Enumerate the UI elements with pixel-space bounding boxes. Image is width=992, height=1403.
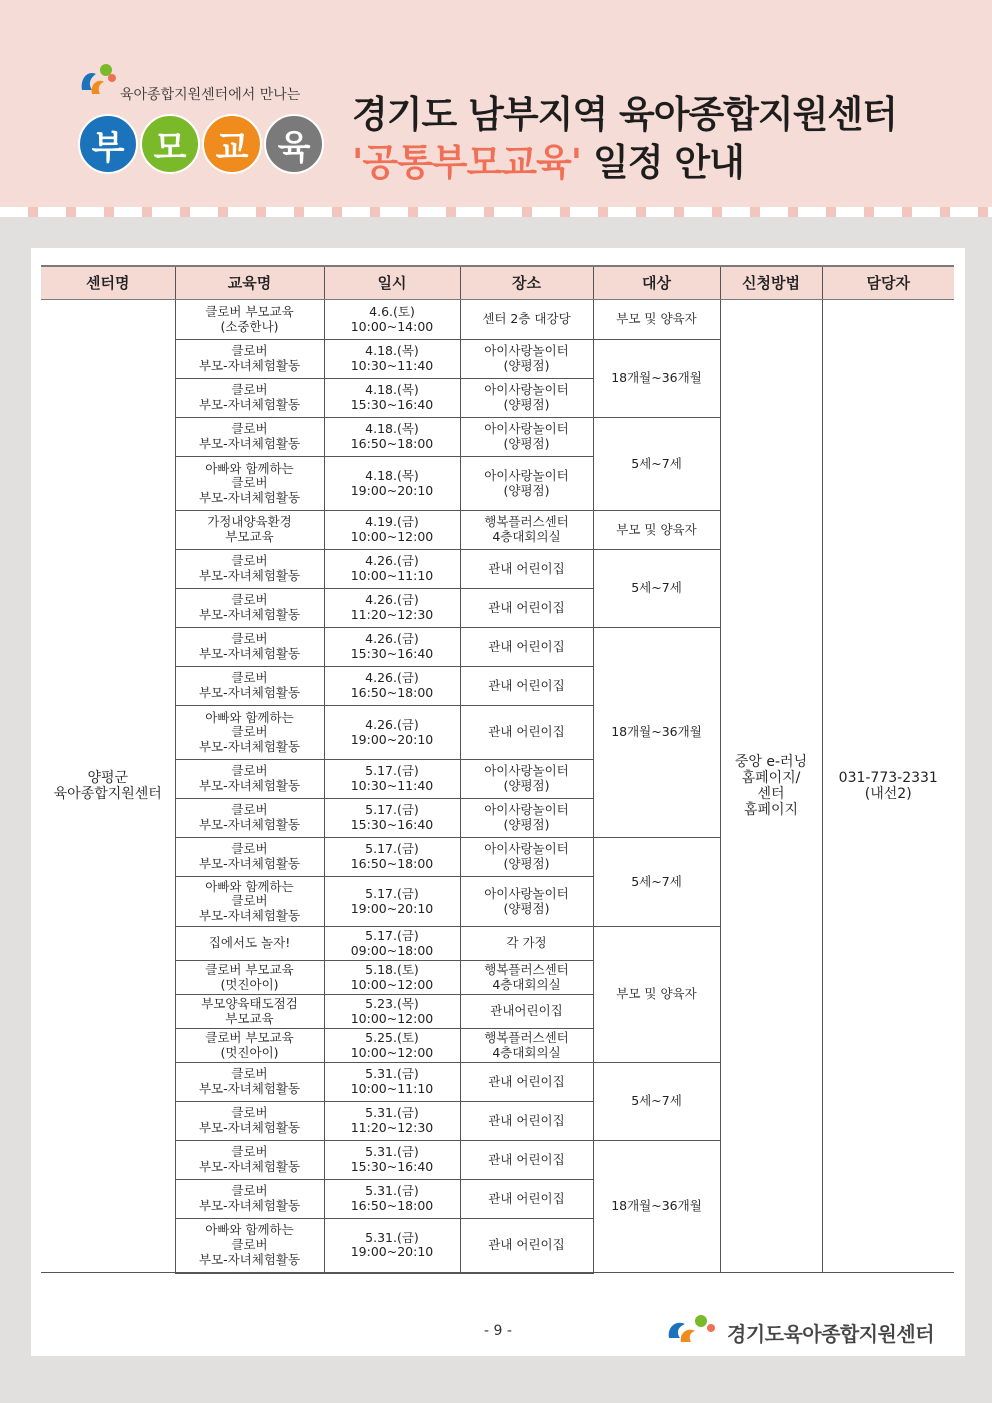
program-logo [78,58,338,188]
cell-line: 관내 어린이집 [488,724,565,740]
cell-line: 부모-자녀체험활동 [198,489,301,505]
cell-line: 5.25.(토) [365,1029,419,1045]
program-cell [175,961,324,995]
cell-line: 부모-자녀체험활동 [198,907,301,923]
cell-line: 부모교육 [225,1010,274,1026]
tagline: 육아종합지원센터에서 만나는 [120,87,301,103]
target-cell: 부모 및 양육자 [593,511,720,550]
org-logo-icon [665,1312,721,1346]
cell-line: 부모-자녀체험활동 [198,1159,301,1174]
col-header-contact: 담당자 [822,266,954,300]
page-subtitle [352,132,744,186]
datetime-cell [324,379,460,418]
cell-line: 센터 [757,786,785,802]
cell-line: 5.31.(금) [365,1183,419,1199]
cell-line: 클로버 부모교육 [205,961,294,977]
cell-line: 10:30~11:40 [350,358,434,373]
program-cell [175,799,324,838]
cell-line: 클로버 [231,592,268,608]
place-cell [460,877,593,927]
cell-line: 4.26.(금) [365,631,419,647]
cell-line: 5.31.(금) [365,1066,419,1082]
cell-line: 클로버 부모교육 [205,303,294,319]
program-cell [175,1180,324,1219]
place-cell [460,589,593,628]
program-cell [175,1141,324,1180]
cell-line: 10:00~14:00 [350,318,434,334]
col-header-datetime: 일시 [324,266,460,300]
col-header-center: 센터명 [41,266,175,300]
cell-line: 부모-자녀체험활동 [198,817,301,832]
header-banner [0,0,992,212]
cell-line: 4.18.(목) [365,382,419,398]
cell-line: 관내 어린이집 [488,560,565,576]
cell-line: 관내 어린이집 [488,638,565,654]
cell-line: 4.26.(금) [365,592,419,608]
datetime-cell [324,511,460,550]
cell-line: 4층대회의실 [492,1044,561,1060]
cell-line: 아빠와 함께하는 [205,878,294,894]
cell-line: 부모-자녀체험활동 [198,685,301,700]
cell-line: 10:00~12:00 [350,529,434,544]
cell-line: 19:00~20:10 [350,1244,434,1260]
col-header-target: 대상 [593,266,720,300]
cell-line: 10:00~12:00 [350,1044,434,1060]
cell-line: 아빠와 함께하는 [205,1222,294,1238]
program-cell [175,1063,324,1102]
place-cell [460,961,593,995]
cell-line: 관내 어린이집 [488,1236,565,1252]
cell-line: 부모-자녀체험활동 [198,607,301,622]
cell-line: 클로버 [231,421,268,437]
cell-line: 15:30~16:40 [350,817,434,832]
place-cell [460,379,593,418]
datetime-cell [324,340,460,379]
target-cell: 18개월~36개월 [593,628,720,838]
program-cell [175,379,324,418]
cell-line: (소중한나) [220,318,279,334]
cell-line: 16:50~18:00 [350,685,434,700]
header-divider [0,207,992,217]
cell-line: 클로버 [231,724,268,740]
cell-line: 부모-자녀체험활동 [198,397,301,412]
place-cell [460,340,593,379]
col-header-place: 장소 [460,266,593,300]
cell-line: 아이사랑놀이터 [484,763,569,779]
cell-line: 19:00~20:10 [350,482,434,498]
program-cell [175,1219,324,1273]
cell-line: 5.17.(금) [365,802,419,818]
cell-line: 아빠와 함께하는 [205,709,294,725]
program-cell [175,927,324,961]
place-cell [460,1180,593,1219]
cell-line: 관내 어린이집 [488,677,565,693]
page-title: 경기도 남부지역 육아종합지원센터 [352,93,897,136]
datetime-cell [324,995,460,1029]
cell-line: 관내 어린이집 [488,1190,565,1206]
cell-line: 4.26.(금) [365,716,419,732]
place-cell [460,511,593,550]
subtitle-accent: '공통부모교육' [352,141,582,184]
datetime-cell [324,1180,460,1219]
cell-line: 4.26.(금) [365,670,419,686]
program-cell [175,511,324,550]
target-cell: 5세~7세 [593,418,720,511]
col-header-program: 교육명 [175,266,324,300]
datetime-cell [324,1029,460,1063]
program-cell [175,340,324,379]
cell-line: 클로버 [231,1183,268,1199]
program-cell [175,877,324,927]
program-cell [175,760,324,799]
place-cell [460,1029,593,1063]
place-cell [460,550,593,589]
table-row [41,300,954,340]
cell-line: 클로버 [231,343,268,359]
cell-line: 클로버 [231,1144,268,1160]
cell-line: 4.6.(토) [369,303,415,319]
cell-line: 부모-자녀체험활동 [198,738,301,754]
cell-line: 아빠와 함께하는 [205,460,294,476]
target-cell: 18개월~36개월 [593,340,720,418]
cell-line: (양평점) [503,817,550,832]
cell-line: 5.17.(금) [365,927,419,943]
cell-line: 클로버 [231,893,268,909]
target-cell: 5세~7세 [593,1063,720,1141]
clover-logo-icon [78,60,118,100]
program-cell [175,300,324,340]
datetime-cell [324,706,460,760]
table-header-row [41,266,954,300]
cell-line: 부모교육 [225,529,274,544]
place-cell [460,1102,593,1141]
cell-line: 16:50~18:00 [350,436,434,451]
program-cell [175,995,324,1029]
datetime-cell [324,760,460,799]
cell-line: 아이사랑놀이터 [484,382,569,398]
datetime-cell [324,667,460,706]
cell-line: 4층대회의실 [492,529,561,544]
place-cell [460,1219,593,1273]
datetime-cell [324,927,460,961]
cell-line: (양평점) [503,856,550,871]
cell-line: (내선2) [864,786,912,802]
cell-line: 양평군 [87,770,129,786]
target-cell: 부모 및 양육자 [593,300,720,340]
badge-yuk: 육 [264,114,324,174]
cell-line: (양평점) [503,397,550,412]
place-cell [460,300,593,340]
cell-line: 아이사랑놀이터 [484,841,569,857]
cell-line: 클로버 [231,763,268,779]
cell-line: 5.18.(토) [365,961,419,977]
target-cell: 18개월~36개월 [593,1141,720,1273]
datetime-cell [324,838,460,877]
cell-line: 부모-자녀체험활동 [198,856,301,871]
cell-line: (양평점) [503,900,550,916]
cell-line: 부모-자녀체험활동 [198,646,301,661]
cell-line: 클로버 [231,475,268,491]
place-cell [460,1141,593,1180]
cell-line: 부모-자녀체험활동 [198,778,301,793]
datetime-cell [324,1063,460,1102]
page-number: - 9 - [484,1323,512,1339]
datetime-cell [324,1219,460,1273]
cell-line: 가정내양육환경 [207,514,292,530]
cell-line: 5.31.(금) [365,1144,419,1160]
cell-line: 각 가정 [506,935,547,951]
datetime-cell [324,589,460,628]
program-cell [175,628,324,667]
cell-line: 부모-자녀체험활동 [198,1120,301,1135]
cell-line: 4.18.(목) [365,421,419,437]
cell-line: 홈페이지/ [741,770,801,786]
cell-line: 4.19.(금) [365,514,419,530]
cell-line: 11:20~12:30 [350,607,434,622]
cell-line: 09:00~18:00 [350,942,434,958]
cell-line: 관내 어린이집 [488,599,565,615]
program-cell [175,1102,324,1141]
cell-line: 클로버 [231,382,268,398]
cell-line: 15:30~16:40 [350,646,434,661]
cell-line: 10:00~12:00 [350,976,434,992]
badge-gyo: 교 [202,114,262,174]
cell-line: 관내 어린이집 [488,1112,565,1128]
target-cell: 5세~7세 [593,550,720,628]
cell-line: 부모-자녀체험활동 [198,1198,301,1213]
cell-line: 10:00~12:00 [350,1010,434,1026]
cell-line: 부모-자녀체험활동 [198,1251,301,1267]
place-cell [460,418,593,457]
program-cell [175,589,324,628]
cell-line: 10:00~11:10 [350,568,434,583]
cell-line: 클로버 [231,670,268,686]
cell-line: 5.17.(금) [365,841,419,857]
cell-line: 클로버 [231,553,268,569]
datetime-cell [324,550,460,589]
datetime-cell [324,1141,460,1180]
cell-line: 아이사랑놀이터 [484,343,569,359]
datetime-cell [324,300,460,340]
cell-line: 클로버 [231,802,268,818]
program-cell [175,838,324,877]
cell-line: 19:00~20:10 [350,731,434,747]
program-cell [175,706,324,760]
cell-line: 4층대회의실 [492,976,561,992]
cell-line: 5.17.(금) [365,763,419,779]
cell-line: 관내어린이집 [490,1003,563,1019]
cell-line: 15:30~16:40 [350,397,434,412]
place-cell [460,995,593,1029]
cell-line: 중앙 e-러닝 [734,754,808,770]
cell-line: 10:00~11:10 [350,1081,434,1096]
cell-line: 클로버 [231,1236,268,1252]
subtitle-rest: 일정 안내 [581,141,744,184]
program-cell [175,1029,324,1063]
footer-logo [665,1312,955,1346]
place-cell [460,838,593,877]
schedule-table [41,265,954,1274]
cell-line: (멋진아이) [220,976,279,992]
target-cell: 5세~7세 [593,838,720,927]
cell-line: 집에서도 놀자! [208,935,291,951]
cell-line: 10:30~11:40 [350,778,434,793]
datetime-cell [324,628,460,667]
datetime-cell [324,418,460,457]
cell-line: 아이사랑놀이터 [484,885,569,901]
place-cell [460,927,593,961]
cell-line: 아이사랑놀이터 [484,802,569,818]
cell-line: 부모-자녀체험활동 [198,568,301,583]
cell-line: 행복플러스센터 [484,1029,569,1045]
cell-line: (양평점) [503,436,550,451]
place-cell [460,799,593,838]
cell-line: 관내 어린이집 [488,1151,565,1167]
datetime-cell [324,877,460,927]
apply-method-cell [720,300,822,1273]
cell-line: (멋진아이) [220,1044,279,1060]
cell-line: 행복플러스센터 [484,961,569,977]
cell-line: 5.23.(목) [365,995,419,1011]
cell-line: (양평점) [503,358,550,373]
place-cell [460,1063,593,1102]
place-cell [460,706,593,760]
place-cell [460,760,593,799]
cell-line: 16:50~18:00 [350,856,434,871]
cell-line: (양평점) [503,778,550,793]
cell-line: 센터 2층 대강당 [482,311,571,327]
cell-line: 5.31.(금) [365,1229,419,1245]
cell-line: 4.26.(금) [365,553,419,569]
cell-line: 5.17.(금) [365,885,419,901]
badge-bu: 부 [78,114,138,174]
cell-line: 19:00~20:10 [350,900,434,916]
cell-line: 부모-자녀체험활동 [198,1081,301,1096]
center-name-cell [41,300,175,1273]
badge-mo: 모 [140,114,200,174]
cell-line: 행복플러스센터 [484,514,569,530]
cell-line: (양평점) [503,482,550,498]
cell-line: 부모양육태도점검 [201,995,298,1011]
cell-line: 4.18.(목) [365,467,419,483]
place-cell [460,628,593,667]
cell-line: 클로버 [231,1105,268,1121]
program-cell [175,457,324,511]
org-name: 경기도육아종합지원센터 [727,1322,935,1346]
document-page [31,248,965,1356]
cell-line: 5.31.(금) [365,1105,419,1121]
cell-line: 클로버 [231,1066,268,1082]
datetime-cell [324,799,460,838]
cell-line: 부모-자녀체험활동 [198,358,301,373]
cell-line: 관내 어린이집 [488,1073,565,1089]
col-header-apply: 신청방법 [720,266,822,300]
cell-line: 아이사랑놀이터 [484,467,569,483]
place-cell [460,457,593,511]
cell-line: 클로버 [231,841,268,857]
cell-line: 육아종합지원센터 [53,786,162,802]
cell-line: 아이사랑놀이터 [484,421,569,437]
badge-row [78,114,324,174]
cell-line: 4.18.(목) [365,343,419,359]
table-body [41,300,954,1273]
cell-line: 클로버 [231,631,268,647]
cell-line: 클로버 부모교육 [205,1029,294,1045]
contact-cell [822,300,954,1273]
cell-line: 홈페이지 [743,802,799,818]
cell-line: 031-773-2331 [838,770,938,786]
cell-line: 15:30~16:40 [350,1159,434,1174]
cell-line: 16:50~18:00 [350,1198,434,1213]
datetime-cell [324,1102,460,1141]
program-cell [175,418,324,457]
target-cell: 부모 및 양육자 [593,927,720,1063]
place-cell [460,667,593,706]
cell-line: 부모-자녀체험활동 [198,436,301,451]
program-cell [175,667,324,706]
program-cell [175,550,324,589]
datetime-cell [324,961,460,995]
datetime-cell [324,457,460,511]
cell-line: 11:20~12:30 [350,1120,434,1135]
